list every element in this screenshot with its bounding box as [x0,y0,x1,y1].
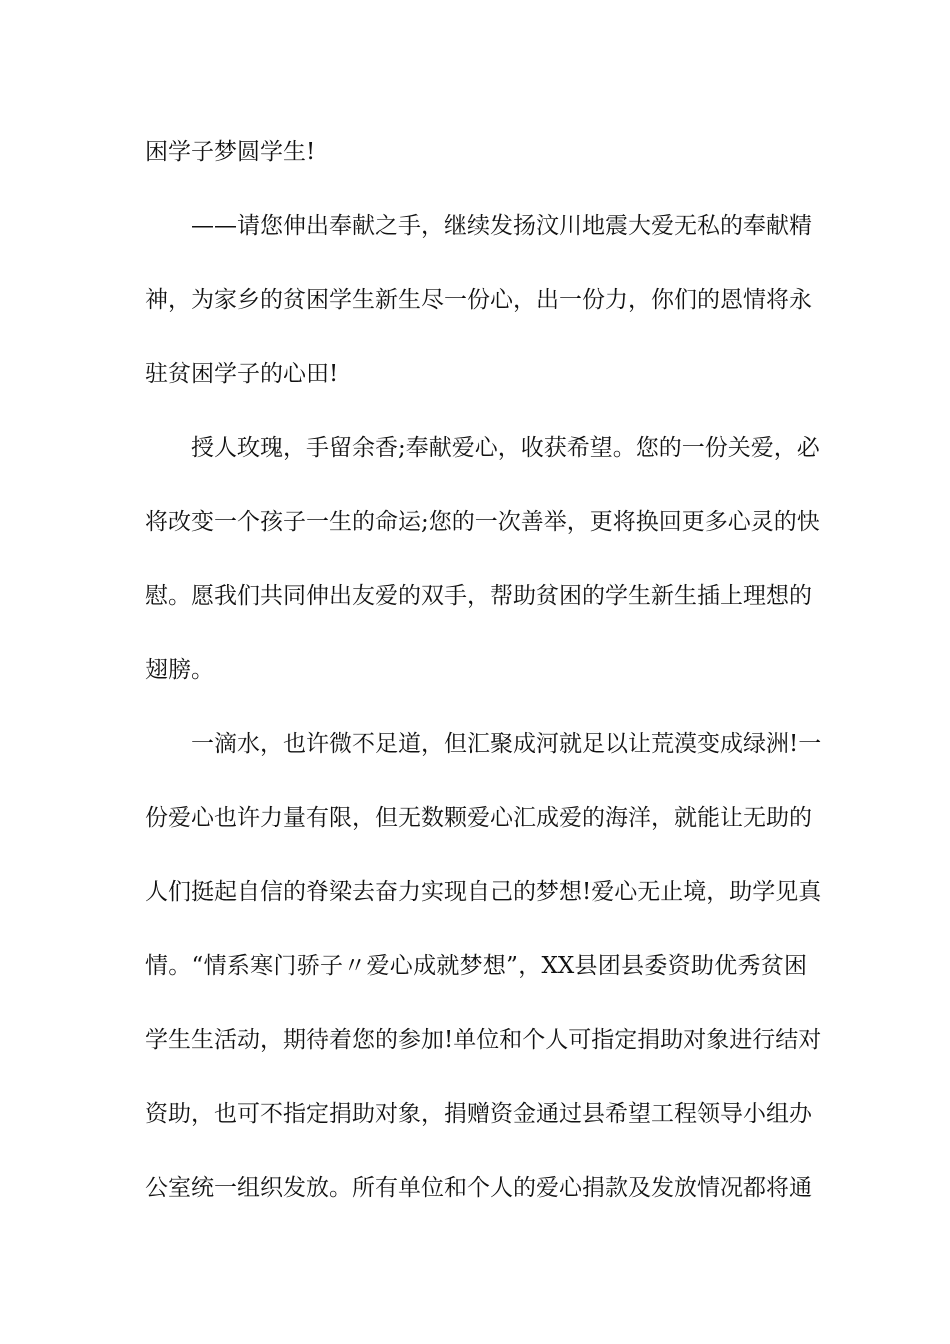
text-line: 一滴水，也许微不足道，但汇聚成河就足以让荒漠变成绿洲!一 [191,731,822,757]
text-line: 份爱心也许力量有限，但无数颗爱心汇成爱的海洋，就能让无助的 [145,805,812,831]
text-line: 情。“情系寒门骄子〃爱心成就梦想”，XX县团县委资助优秀贫困 [145,953,807,979]
text-line: 困学子梦圆学生! [145,139,316,165]
text-line: 人们挺起自信的脊梁去奋力实现自己的梦想!爱心无止境，助学见真 [145,879,822,905]
text-line: 资助，也可不指定捐助对象，捐赠资金通过县希望工程领导小组办 [145,1101,812,1127]
text-line: 慰。愿我们共同伸出友爱的双手，帮助贫困的学生新生插上理想的 [145,583,812,609]
text-line: 将改变一个孩子一生的命运;您的一次善举，更将换回更多心灵的快 [145,509,820,535]
text-line: ——请您伸出奉献之手，继续发扬汶川地震大爱无私的奉献精 [191,213,812,239]
text-line: 学生生活动，期待着您的参加!单位和个人可指定捐助对象进行结对 [145,1027,822,1053]
text-line: 驻贫困学子的心田! [145,361,339,387]
text-line: 翅膀。 [145,657,214,683]
text-line: 公室统一组织发放。所有单位和个人的爱心捐款及发放情况都将通 [145,1175,812,1201]
text-line: 神，为家乡的贫困学生新生尽一份心，出一份力，你们的恩情将永 [145,287,812,313]
text-line: 授人玫瑰，手留余香;奉献爱心，收获希望。您的一份关爱，必 [191,435,820,461]
